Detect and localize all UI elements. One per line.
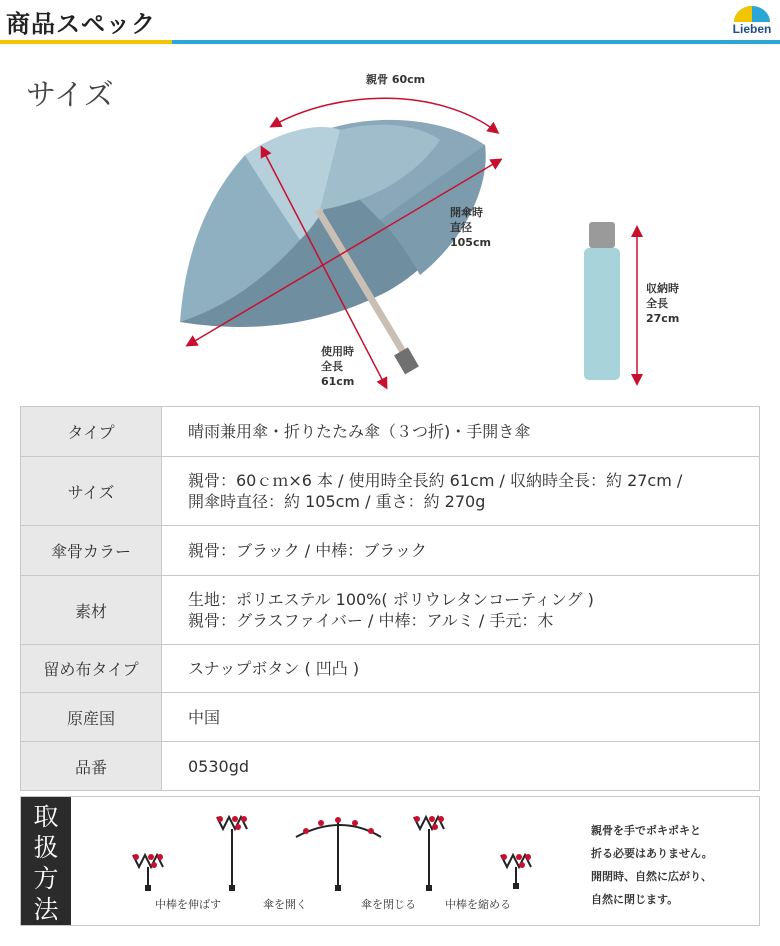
spec-row	[21, 457, 760, 526]
care-steps-illustration	[81, 805, 581, 905]
brand-name: Lieben	[732, 22, 772, 36]
spec-table	[20, 406, 760, 791]
spec-row	[21, 693, 760, 742]
spec-row	[21, 526, 760, 576]
brand-logo	[728, 2, 776, 38]
rib-length-label: 親骨 60cm	[366, 73, 426, 86]
page-title: 商品スペック	[6, 10, 156, 38]
size-diagram	[0, 60, 780, 400]
spec-row	[21, 576, 760, 645]
umbrella-illustration	[0, 60, 780, 400]
header-accent-blue	[172, 40, 780, 44]
care-step-caption: 傘を閉じる	[361, 898, 416, 911]
spec-key: 品番	[21, 742, 162, 791]
spec-key: サイズ	[21, 457, 162, 526]
spec-row	[21, 645, 760, 693]
care-note: 親骨を手でポキポキと 折る必要はありません。 開閉時、自然に広がり、 自然に閉じます。	[591, 824, 713, 906]
spec-key: 留め布タイプ	[21, 645, 162, 693]
page-header	[0, 0, 780, 44]
folded-length-label: 収納時 全長 27cm	[646, 282, 680, 325]
care-section	[20, 796, 760, 926]
spec-row	[21, 407, 760, 457]
spec-value: 親骨：ブラック / 中棒：ブラック	[162, 526, 760, 576]
size-section-title: サイズ	[26, 78, 114, 113]
spec-value: 晴雨兼用傘・折りたたみ傘（３つ折)・手開き傘	[162, 407, 760, 457]
spec-key: 原産国	[21, 693, 162, 742]
care-step-caption: 中棒を縮める	[445, 898, 511, 911]
folded-umbrella-cap	[589, 222, 615, 248]
care-title	[21, 797, 71, 925]
spec-value: 中国	[162, 693, 760, 742]
care-step-caption: 傘を開く	[263, 898, 307, 911]
umbrella-handle	[394, 347, 419, 374]
spec-key: タイプ	[21, 407, 162, 457]
spec-value: 親骨：60ｃｍ×6 本 / 使用時全長約 61cm / 収納時全長：約 27cm / 開傘時直径：約 105cm / 重さ：約 270g	[162, 457, 760, 526]
spec-key: 傘骨カラー	[21, 526, 162, 576]
diameter-label: 開傘時 直径 105cm	[450, 206, 491, 249]
folded-umbrella-body	[584, 248, 620, 380]
spec-value: スナップボタン ( 凹凸 )	[162, 645, 760, 693]
care-step-caption: 中棒を伸ばす	[155, 898, 221, 911]
header-accent-yellow	[0, 40, 172, 44]
spec-value: 生地：ポリエステル 100%( ポリウレタンコーティング ) 親骨：グラスファイバー / 中棒：アルミ / 手元：木	[162, 576, 760, 645]
care-title-text: 取扱方法	[33, 802, 59, 924]
spec-row	[21, 742, 760, 791]
spec-key: 素材	[21, 576, 162, 645]
spec-value: 0530gd	[162, 742, 760, 791]
total-length-label: 使用時 全長 61cm	[321, 345, 355, 388]
